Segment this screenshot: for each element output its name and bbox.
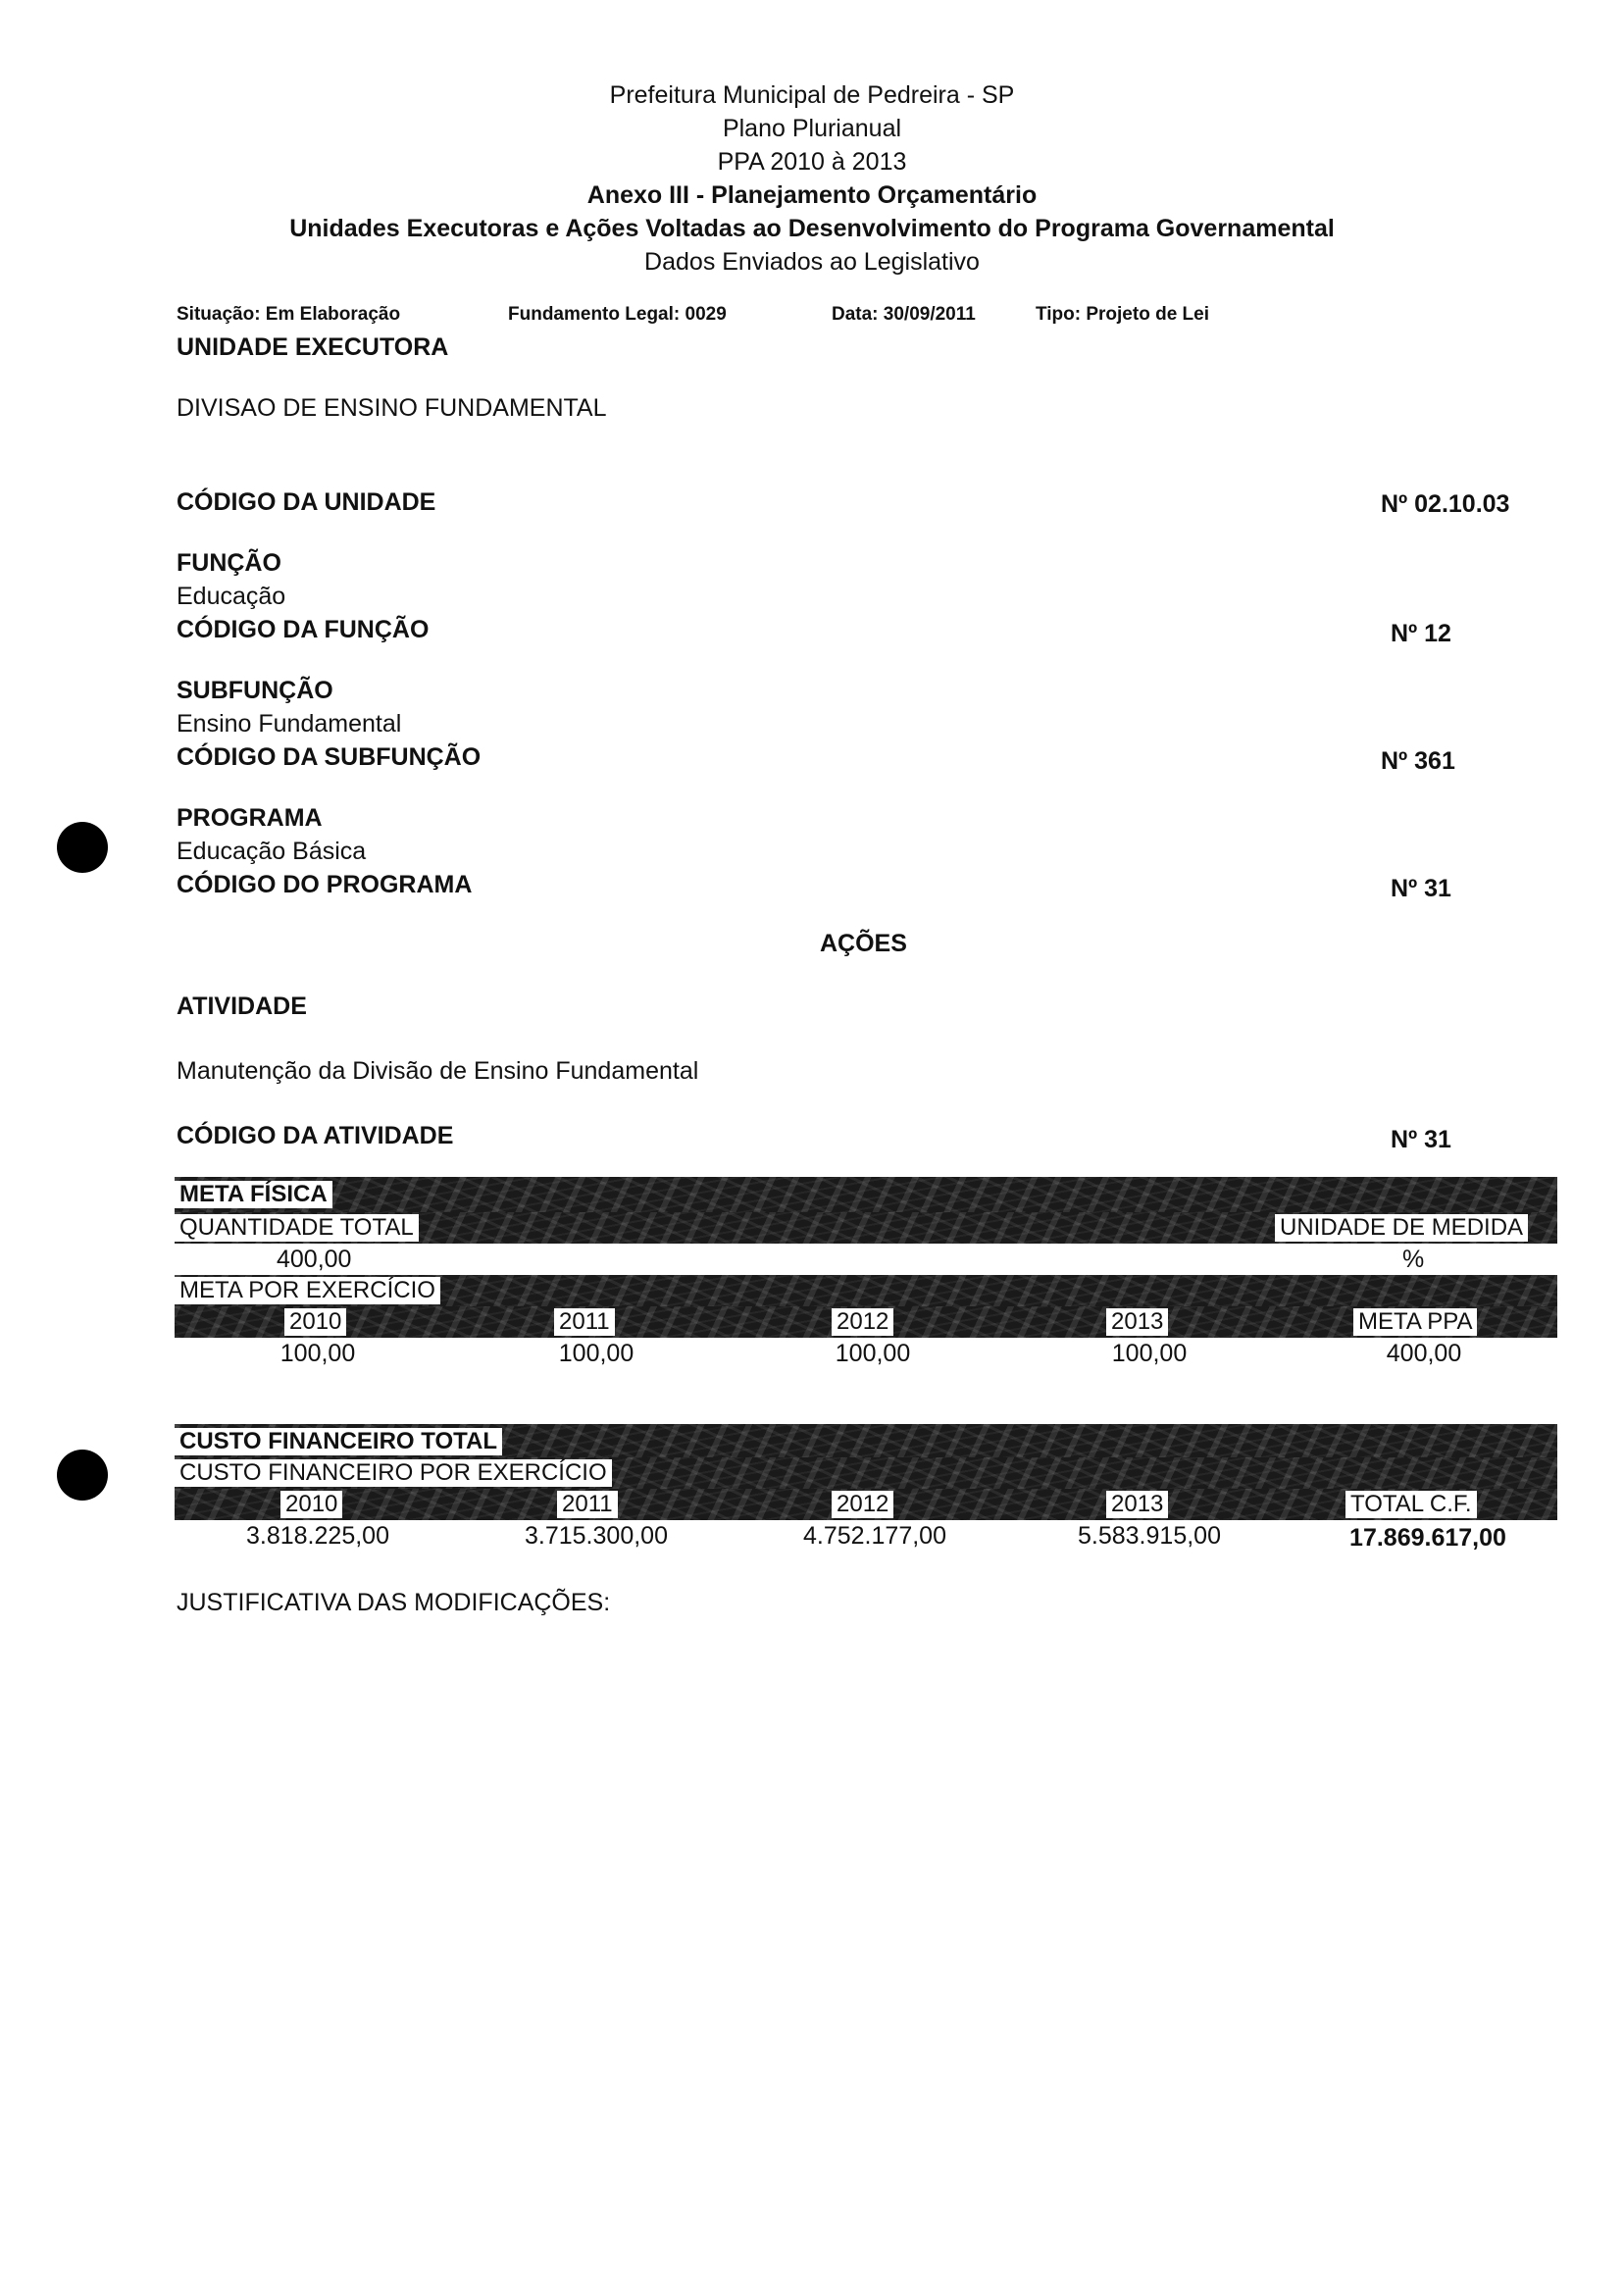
meta-year-2013: 2013 [1106, 1308, 1168, 1336]
codigo-programa-label: CÓDIGO DO PROGRAMA [177, 871, 473, 898]
fundamento-legal: Fundamento Legal: 0029 [508, 304, 727, 325]
meta-value-2010: 100,00 [279, 1340, 356, 1367]
codigo-atividade-label: CÓDIGO DA ATIVIDADE [177, 1122, 454, 1149]
custo-year-2012: 2012 [832, 1491, 893, 1518]
meta-fisica-bar [175, 1177, 1557, 1212]
programa-label: PROGRAMA [177, 804, 323, 832]
codigo-funcao-label: CÓDIGO DA FUNÇÃO [177, 616, 430, 643]
custo-total-value: 17.869.617,00 [1349, 1524, 1506, 1552]
custo-total-title: CUSTO FINANCEIRO TOTAL [175, 1428, 502, 1455]
subfuncao-name: Ensino Fundamental [177, 710, 402, 738]
header-line-6: Dados Enviados ao Legislativo [644, 248, 980, 276]
meta-fisica-title: META FÍSICA [175, 1181, 332, 1208]
quantidade-label: QUANTIDADE TOTAL [175, 1214, 419, 1242]
codigo-unidade-label: CÓDIGO DA UNIDADE [177, 488, 436, 516]
funcao-label: FUNÇÃO [177, 549, 281, 577]
tipo: Tipo: Projeto de Lei [1036, 304, 1209, 325]
meta-ppa-label: META PPA [1353, 1308, 1477, 1336]
unidade-medida-value: % [1402, 1246, 1425, 1273]
custo-total-label: TOTAL C.F. [1345, 1491, 1477, 1518]
situacao: Situação: Em Elaboração [177, 304, 401, 325]
header-line-1: Prefeitura Municipal de Pedreira - SP [609, 81, 1015, 109]
meta-value-2012: 100,00 [835, 1340, 911, 1367]
atividade-label: ATIVIDADE [177, 993, 307, 1020]
unidade-name: DIVISAO DE ENSINO FUNDAMENTAL [177, 394, 607, 422]
custo-value-2010: 3.818.225,00 [246, 1522, 389, 1550]
punch-hole-2 [57, 1450, 108, 1501]
custo-year-2010: 2010 [280, 1491, 342, 1518]
codigo-unidade-value: Nº 02.10.03 [1381, 490, 1510, 518]
header-line-3: PPA 2010 à 2013 [717, 148, 907, 176]
meta-year-2012: 2012 [832, 1308, 893, 1336]
subfuncao-label: SUBFUNÇÃO [177, 677, 333, 704]
punch-hole-1 [57, 822, 108, 873]
unidade-medida-label: UNIDADE DE MEDIDA [1275, 1214, 1528, 1242]
meta-ppa-value: 400,00 [1386, 1340, 1462, 1367]
custo-year-2011: 2011 [557, 1491, 618, 1518]
funcao-name: Educação [177, 583, 286, 610]
custo-value-2011: 3.715.300,00 [525, 1522, 668, 1550]
unidade-executora-title: UNIDADE EXECUTORA [177, 333, 449, 361]
data: Data: 30/09/2011 [832, 304, 976, 325]
justificativa-label: JUSTIFICATIVA DAS MODIFICAÇÕES: [177, 1589, 611, 1616]
custo-year-2013: 2013 [1106, 1491, 1168, 1518]
custo-por-exercicio-label: CUSTO FINANCEIRO POR EXERCÍCIO [175, 1459, 612, 1487]
codigo-subfuncao-value: Nº 361 [1381, 747, 1455, 775]
custo-value-2013: 5.583.915,00 [1078, 1522, 1221, 1550]
header-line-4: Anexo III - Planejamento Orçamentário [586, 181, 1038, 209]
meta-value-2013: 100,00 [1111, 1340, 1188, 1367]
header-line-2: Plano Plurianual [722, 115, 902, 142]
meta-year-2011: 2011 [554, 1308, 615, 1336]
header-line-5: Unidades Executoras e Ações Voltadas ao Desenvolvimento do Programa Governamental [289, 215, 1335, 242]
codigo-atividade-value: Nº 31 [1391, 1126, 1451, 1153]
meta-value-2011: 100,00 [558, 1340, 634, 1367]
atividade-name: Manutenção da Divisão de Ensino Fundamental [177, 1057, 699, 1085]
quantidade-value: 400,00 [277, 1246, 352, 1273]
meta-por-exercicio-label: META POR EXERCÍCIO [175, 1277, 440, 1304]
codigo-funcao-value: Nº 12 [1391, 620, 1451, 647]
acoes-title: AÇÕES [820, 930, 907, 957]
codigo-subfuncao-label: CÓDIGO DA SUBFUNÇÃO [177, 743, 482, 771]
programa-name: Educação Básica [177, 838, 367, 865]
codigo-programa-value: Nº 31 [1391, 875, 1451, 902]
custo-value-2012: 4.752.177,00 [803, 1522, 946, 1550]
meta-year-2010: 2010 [284, 1308, 346, 1336]
